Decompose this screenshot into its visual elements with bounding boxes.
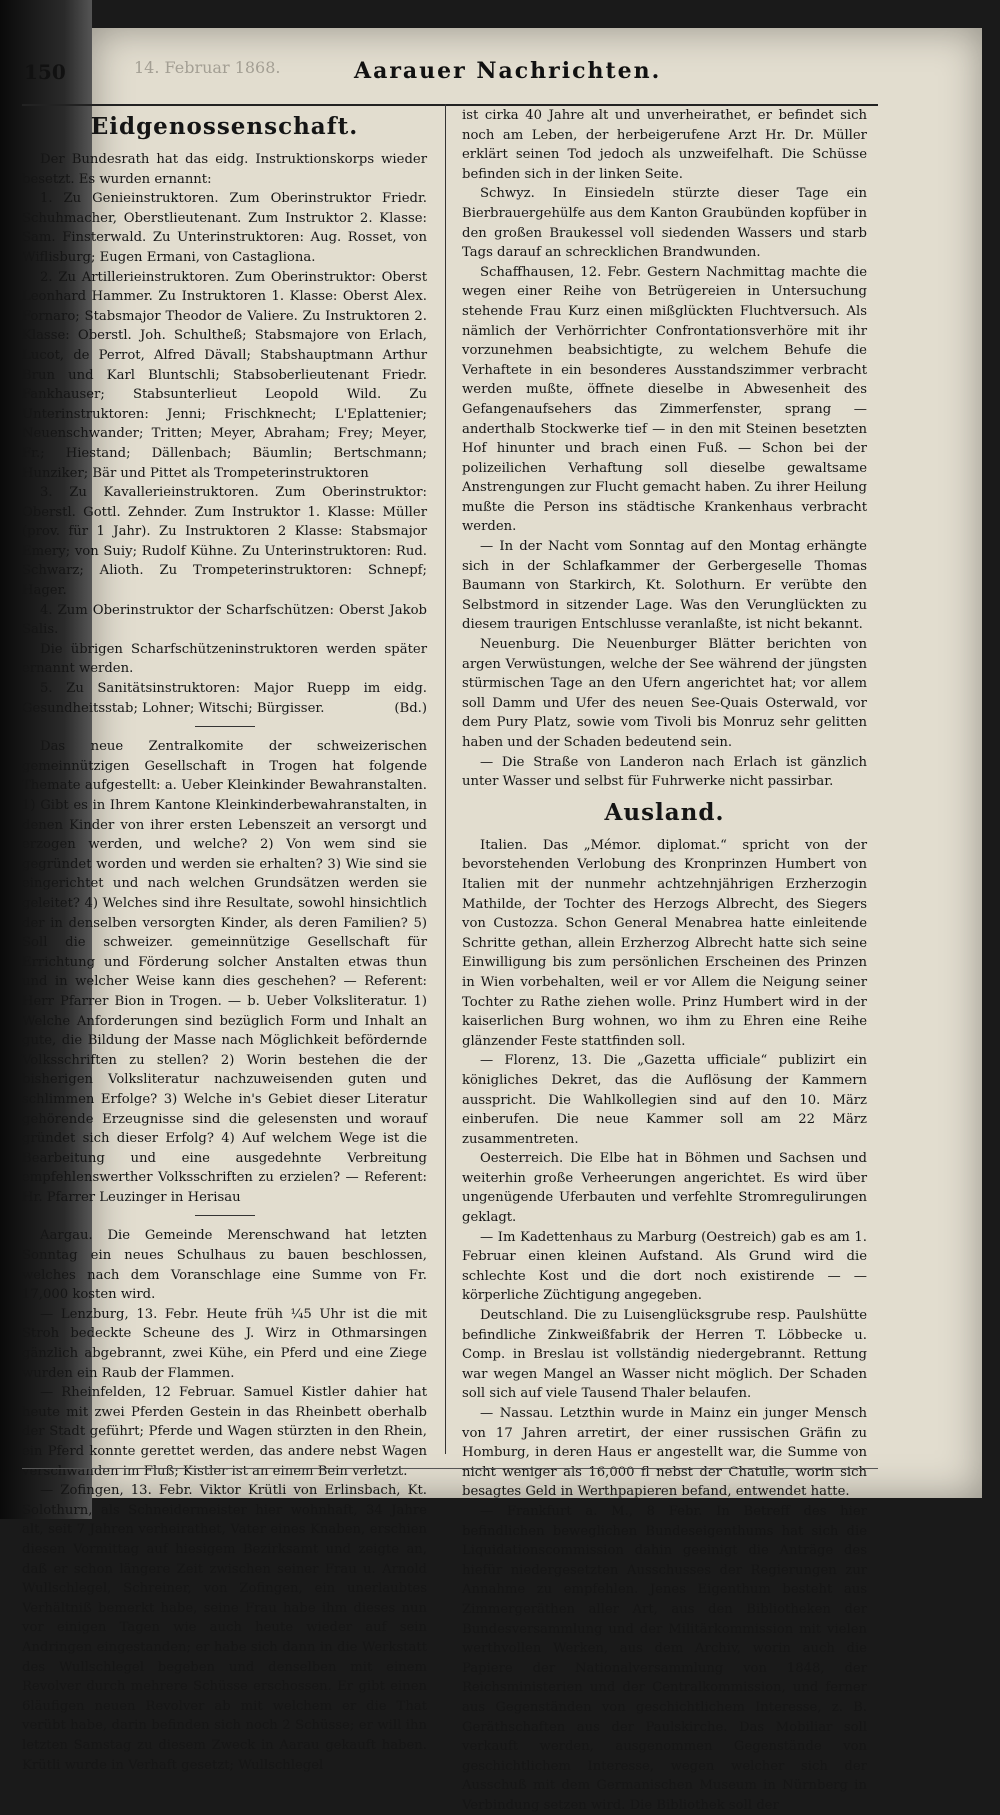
page-header	[24, 52, 874, 92]
article-paragraph: — Nassau. Letzthin wurde in Mainz ein junger Mensch von 17 Jahren arretirt, der einer russischen Gräfin zu Homburg, in deren Haus er angestellt war, die Summe von nicht weniger als 16,000 fl nebst der Chatulle, worin sich besagtes Geld in Werthpapieren befand, entwendet hatte.	[462, 1406, 867, 1500]
article-separator	[195, 1215, 255, 1216]
article-paragraph: 3. Zu Kavallerieinstruktoren. Zum Oberinstruktor: Oberstl. Gottl. Zehnder. Zum Instruktor 1. Klasse: Müller (prov. für 1 Jahr). Zu Instruktoren 2 Klasse: Stabsmajor Emery; von Suiy; Rudolf Kühne. Zu Unterinstruktoren: Rud. Schwarz; Alioth. Zu Trompeterinstruktoren: Schnepf; Hager.	[22, 485, 427, 599]
article-paragraph: Der Bundesrath hat das eidg. Instruktionskorps wieder besetzt. Es wurden ernannt:	[22, 152, 427, 187]
article-paragraph: 4. Zum Oberinstruktor der Scharfschützen: Oberst Jakob Salis.	[22, 602, 427, 638]
paragraph-text: 5. Zu Sanitätsinstruktoren: Major Ruepp im eidg. Gesundheitsstab; Lohner; Witschi; Bürgisser.	[22, 681, 427, 716]
left-column	[22, 106, 427, 1773]
article-paragraph: 2. Zu Artillerieinstruktoren. Zum Oberinstruktor: Oberst Leonhard Hammer. Zu Instruktoren 1. Klasse: Oberst Alex. Fornaro; Stabsmajor Theodor de Valiere. Zu Instruktoren 2. Klasse: Oberstl. Joh. Schultheß; Stabsmajore von Erlach, Lucot, de Perrot, Alfred Dävall; Stabshauptmann Arthur Brun und Karl Bluntschli; Stabsoberlieutenant Friedr. Fankhauser; Stabsunterlieut Leopold Wild. Zu Unterinstruktoren: Jenni; Frischknecht; L'Eplattenier; Neuenschwander; Tritten; Meyer, Abraham; Frey; Meyer, Fr.; Hiestand; Dällenbach; Bäumlin; Bertschmann; Hunziker; Bär und Pittet als Trompeterinstruktoren	[22, 269, 427, 481]
article-paragraph: — In der Nacht vom Sonntag auf den Montag erhängte sich in der Schlafkammer der Gerbergeselle Thomas Baumann von Starkirch, Kt. Solothurn. Er verübte den Selbstmord in sitzender Lage. Was den Verunglückten zu diesem traurigen Entschlusse veranlaßte, ist nicht bekannt.	[462, 539, 867, 633]
article-paragraph: — Die Straße von Landeron nach Erlach ist gänzlich unter Wasser und selbst für Fuhrwerke nicht passirbar.	[462, 754, 867, 790]
article-paragraph: Die übrigen Scharfschützeninstruktoren werden später ernannt werden.	[22, 641, 427, 677]
article-paragraph: — Lenzburg, 13. Febr. Heute früh ¼5 Uhr ist die mit Stroh bedeckte Scheune des J. Wirz in Othmarsingen gänzlich abgebrannt, zwei Kühe, ein Pferd und eine Ziege wurden ein Raub der Flammen.	[22, 1306, 427, 1381]
page-number: 150	[24, 60, 66, 84]
article-paragraph: Neuenburg. Die Neuenburger Blätter berichten von argen Verwüstungen, welche der See während der jüngsten stürmischen Tage an den Ufern angerichtet hat; vor allem soll Damm und Ufer des neuen See-Quais Osterwald, vor dem Pury Platz, sowie vom Tivoli bis Monruz sehr gelitten haben und der Schaden bedeutend sein.	[462, 637, 867, 750]
article-paragraph: Schaffhausen, 12. Febr. Gestern Nachmittag machte die wegen einer Reihe von Betrügereien in Untersuchung stehende Frau Kurz einen mißglückten Fluchtversuch. Als nämlich der Verhörrichter Confrontationsverhöre mit ihr vorzunehmen beabsichtigte, zu welchem Behufe die Verhaftete in ein besonderes Ausstandszimmer verbracht werden mußte, öffnete dieselbe in Abwesenheit des Gefangenaufsehers das Zimmerfenster, sprang — anderthalb Stockwerke tief — in den mit Steinen besetzten Hof hinunter und brach einen Fuß. — Schon bei der polizeilichen Verhaftung soll dieselbe gewaltsame Anstrengungen zur Flucht gemacht haben. Zu ihrer Heilung mußte die Person ins städtische Krankenhaus verbracht werden.	[462, 264, 867, 535]
article-paragraph: Oesterreich. Die Elbe hat in Böhmen und Sachsen und weiterhin große Verheerungen angerichtet. Es wird über ungenügende Uferbauten und verfehlte Stromregulirungen geklagt.	[462, 1151, 867, 1226]
article-paragraph: ist cirka 40 Jahre alt und unverheirathet, er befindet sich noch am Leben, der herbeigerufene Arzt Hr. Dr. Müller erklärt seinen Tod jedoch als unzweifelhaft. Die Schüsse befinden sich in der linken Seite.	[462, 108, 867, 182]
column-divider	[445, 104, 446, 1454]
article-paragraph: Aargau. Die Gemeinde Merenschwand hat letzten Sonntag ein neues Schulhaus zu bauen beschlossen, welches nach dem Voranschlage eine Summe von Fr. 17,000 kosten wird.	[22, 1228, 427, 1303]
article-paragraph: Das neue Zentralkomite der schweizerischen gemeinnützigen Gesellschaft in Trogen hat folgende Themate aufgestellt: a. Ueber Kleinkinder Bewahranstalten. 1) Gibt es in Ihrem Kantone Kleinkinderbewahranstalten, in denen Kinder von ihrer ersten Lebenszeit an versorgt und erzogen werden, und welche? 2) Von wem sind sie gegründet worden und werden sie erhalten? 3) Wie sind sie eingerichtet und nach welchen Grundsätzen werden sie geleitet? 4) Welches sind ihre Resultate, sowohl hinsichtlich der in denselben versorgten Kinder, als deren Familien? 5) Soll die schweizer. gemeinnützige Gesellschaft für Errichtung und Förderung solcher Anstalten etwas thun und in welcher Weise kann dies geschehen? — Referent: Herr Pfarrer Bion in Trogen. — b. Ueber Volksliteratur. 1) Welche Anforderungen sind bezüglich Form und Inhalt an gute, die Bildung der Masse nach Möglichkeit befördernde Volksschriften zu stellen? 2) Worin bestehen die der bisherigen Volksliteratur nachzuweisenden guten und schlimmen Erfolge? 3) Welche in's Gebiet dieser Literatur gehörende Erzeugnisse sind die gelesensten und worauf gründet sich dieser Erfolg? 4) Auf welchem Wege ist die Bearbeitung und eine ausgedehnte Verbreitung empfehlenswerther Volksschriften zu erzielen? — Referent: Hr. Pfarrer Leuzinger in Herisau	[22, 739, 427, 1205]
section-heading-eidgenossenschaft: Eidgenossenschaft.	[90, 113, 359, 140]
article-paragraph: Deutschland. Die zu Luisenglücksgrube resp. Paulshütte befindliche Zinkweißfabrik der Herren T. Löbbecke u. Comp. in Breslau ist vollständig niedergebrannt. Rettung war wegen Mangel an Wasser nicht möglich. Der Schaden soll sich auf viele Tausend Thaler belaufen.	[462, 1308, 867, 1402]
article-paragraph: — Rheinfelden, 12 Februar. Samuel Kistler dahier hat heute mit zwei Pferden Gestein in das Rheinbett oberhalb der Stadt geführt; Pferde und Wagen stürzten in den Rhein, ein Pferd konnte gerettet werden, das andere nebst Wagen verschwanden im Fluß; Kistler ist an einem Bein verletzt.	[22, 1385, 427, 1479]
article-paragraph: — Im Kadettenhaus zu Marburg (Oestreich) gab es am 1. Februar einen kleinen Aufstand. Als Grund wird die schlechte Kost und die dort noch existirende — — körperliche Züchtigung angegeben.	[462, 1229, 867, 1304]
article-paragraph: 1. Zu Genieinstruktoren. Zum Oberinstruktor Friedr. Schuhmacher, Oberstlieutenant. Zum Instruktor 2. Klasse: Sam. Finsterwald. Zu Unterinstruktoren: Aug. Rosset, von Wiflisburg; Eugen Ermani, von Castagliona.	[22, 191, 427, 265]
article-paragraph	[22, 679, 427, 718]
article-paragraph: Italien. Das „Mémor. diplomat.“ spricht von der bevorstehenden Verlobung des Kronprinzen Humbert von Italien mit der nunmehr achtzehnjährigen Erzherzogin Mathilde, der Tochter des Herzogs Albrecht, des Siegers von Custozza. Schon General Menabrea hatte einleitende Schritte gethan, allein Erzherzog Albrecht hatte sich seine Einwilligung bis zum persönlichen Erscheinen des Prinzen in Wien vorbehalten, weil er vor Allem die Neigung seiner Tochter zu Rathe ziehen wolle. Prinz Humbert wird in der kaiserlichen Burg wohnen, wo ihm zu Ehren eine Reihe glänzender Feste stattfinden soll.	[462, 837, 867, 1049]
section-heading-ausland: Ausland.	[604, 798, 725, 826]
article-separator	[195, 726, 255, 727]
article-paragraph: — Florenz, 13. Die „Gazetta ufficiale“ publizirt ein königliches Dekret, das die Auflösung der Kammern ausspricht. Die Wahlkollegien sind auf den 10. März einberufen. Die neue Kammer soll am 22 März zusammentreten.	[462, 1053, 867, 1147]
right-column	[462, 106, 867, 1813]
article-paragraph: — Frankfurt a. M., 8 Febr. In Betreff des hier befindlichen beweglichen Bundeseigenthums hat sich die Liquidationscommission dahin geeinigt die Anträge des hiefür niedergesetzten Ausschusses der Regierungen zur Annahme zu empfehlen. Jenes Eigenthum besteht aus Zimmergeräthen aller Art, aus den Bibliotheken der Bundesversammlung und der Militärkommission mit vielen werthvollen Werken, aus dem Archiv, worin auch die Papiere der Nationalversammlung von 1848, der Reichsministerien und der Centralkommission, und ferner aus Gegenständen von geschichtlichem Interesse, z. B. Geräthschaften aus der Paulskirche. Das Mobiliar soll verkauft werden, ausgenommen Gegenstände von geschichtlichem Interesse, wegen welcher sich der Ausschuß mit dem Germanischen Museum in Nürnberg in Verbindung setzen wird. Die Bibliothek soll der	[462, 1503, 867, 1813]
author-signature: (Bd.)	[394, 700, 427, 716]
page-bottom-rule	[22, 1468, 878, 1469]
bleed-through-date: 14. Februar 1868.	[134, 58, 281, 77]
article-paragraph: Schwyz. In Einsiedeln stürzte dieser Tage ein Bierbrauergehülfe aus dem Kanton Graubünden kopfüber in den großen Braukessel voll siedenden Wassers und starb Tags darauf an schrecklichen Brandwunden.	[462, 186, 867, 261]
article-paragraph: — Zofingen, 13. Febr. Viktor Krütli von Erlinsbach, Kt. Solothurn, als Schneidermeister hier wohnhaft, 34 Jahre alt, seit 7 Jahren verheirathet, Vater eines Knaben, erschien diesen Vormittag auf hiesigem Bezirksamt und zeigte an, daß er schon längere Zeit zwischen seiner Frau u. Arnold Wullschlegel, Schreiner, von Zofingen, ein unerlaubtes Verhältniß bemerkt habe, seine Frau habe ihm dieses nun vor einigen Tagen wie auch heute wieder auf sein Andringen eingestanden; er habe sich dann in die Werkstatt des Wullschlegel begeben und denselben mit einem Revolver durch mehrere Schüsse erschossen. Er gibt einen 6läufigen neuen Revolver ab mit welchem er die That verübt habe, darin befinden sich noch 2 Schüsse; er will ihn letzten Samstag zu diesem Zweck in Aarau gekauft haben. Krütli wurde in Verhaft gesetzt; Wullschlegel	[22, 1483, 427, 1773]
masthead-title: Aarauer Nachrichten.	[354, 58, 662, 84]
